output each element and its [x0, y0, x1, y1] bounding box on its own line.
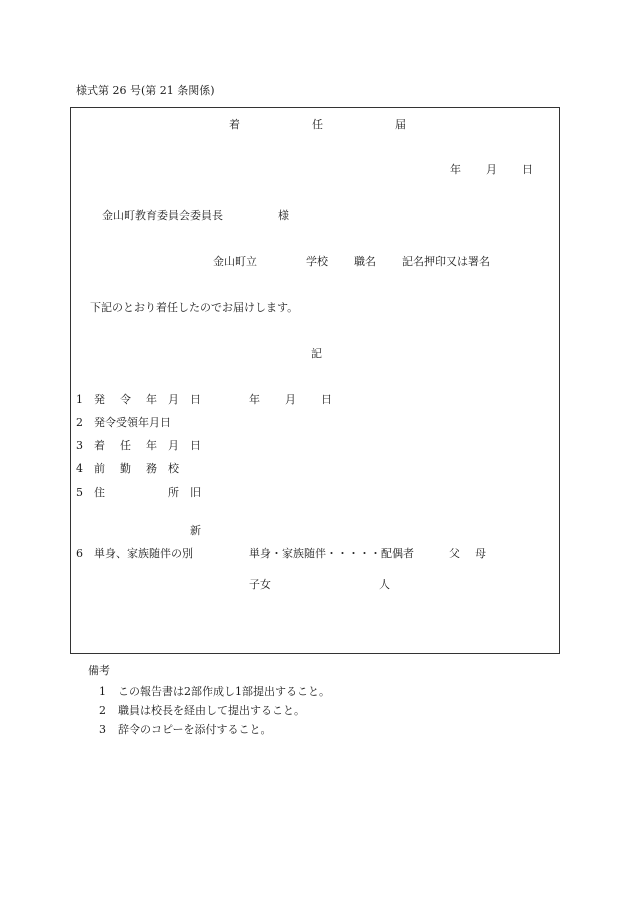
item-4-label-4: 校: [168, 462, 179, 475]
title-char-3: 届: [395, 118, 406, 131]
item-1-label-5: 日: [190, 393, 201, 406]
item-6-persons: 人: [379, 578, 390, 591]
item-1-label-4: 月: [168, 393, 179, 406]
item-2-label: 発令受領年月日: [94, 416, 171, 429]
applicant-position: 職名: [354, 255, 376, 268]
note-3-number: 3: [99, 723, 106, 736]
item-6-number: 6: [76, 547, 83, 560]
note-1-number: 1: [99, 685, 106, 698]
item-3-label-2: 任: [120, 439, 131, 452]
item-1-label-3: 年: [146, 393, 157, 406]
title-char-2: 任: [312, 118, 323, 131]
note-2-text: 職員は校長を経由して提出すること。: [118, 704, 305, 717]
item-4-label-3: 務: [146, 462, 157, 475]
item-5-label: 住: [94, 486, 105, 499]
note-1-text: この報告書は2部作成し1部提出すること。: [118, 685, 330, 698]
note-3-text: 辞令のコピーを添付すること。: [118, 723, 272, 736]
item-1-value-day: 日: [321, 393, 332, 406]
item-2-number: 2: [76, 416, 83, 429]
item-6-father: 父: [449, 547, 460, 560]
item-1-label-2: 令: [120, 393, 131, 406]
item-4-label-1: 前: [94, 462, 105, 475]
item-4-number: 4: [76, 462, 83, 475]
item-3-label-5: 日: [190, 439, 201, 452]
item-6-children: 子女: [249, 578, 271, 591]
body-text: 下記のとおり着任したのでお届けします。: [90, 301, 299, 314]
item-5-label-suffix: 所: [168, 486, 179, 499]
addressee: 金山町教育委員会委員長: [102, 209, 223, 222]
item-5-old-label: 旧: [190, 486, 201, 499]
ki-heading: 記: [311, 347, 322, 360]
applicant-signature: 記名押印又は署名: [402, 255, 490, 268]
item-4-label-2: 勤: [120, 462, 131, 475]
applicant-school: 学校: [306, 255, 328, 268]
item-1-value-year: 年: [249, 393, 260, 406]
item-6-value: 単身・家族随伴・・・・・配偶者: [249, 547, 414, 560]
date-month: 月: [486, 163, 497, 176]
date-day: 日: [522, 163, 533, 176]
item-5-new-label: 新: [190, 524, 201, 537]
item-6-mother: 母: [475, 547, 486, 560]
applicant-town: 金山町立: [213, 255, 257, 268]
form-box: [70, 107, 560, 654]
title-char-1: 着: [229, 118, 240, 131]
form-number: 様式第 26 号(第 21 条関係): [76, 84, 215, 97]
item-6-label: 単身、家族随伴の別: [94, 547, 193, 560]
item-3-label-1: 着: [94, 439, 105, 452]
item-3-number: 3: [76, 439, 83, 452]
item-1-value-month: 月: [285, 393, 296, 406]
item-5-number: 5: [76, 486, 83, 499]
item-1-number: 1: [76, 393, 83, 406]
note-2-number: 2: [99, 704, 106, 717]
item-3-label-3: 年: [146, 439, 157, 452]
item-1-label-1: 発: [94, 393, 105, 406]
date-year: 年: [450, 163, 461, 176]
item-3-label-4: 月: [168, 439, 179, 452]
addressee-honorific: 様: [278, 209, 289, 222]
notes-title: 備考: [88, 664, 110, 677]
